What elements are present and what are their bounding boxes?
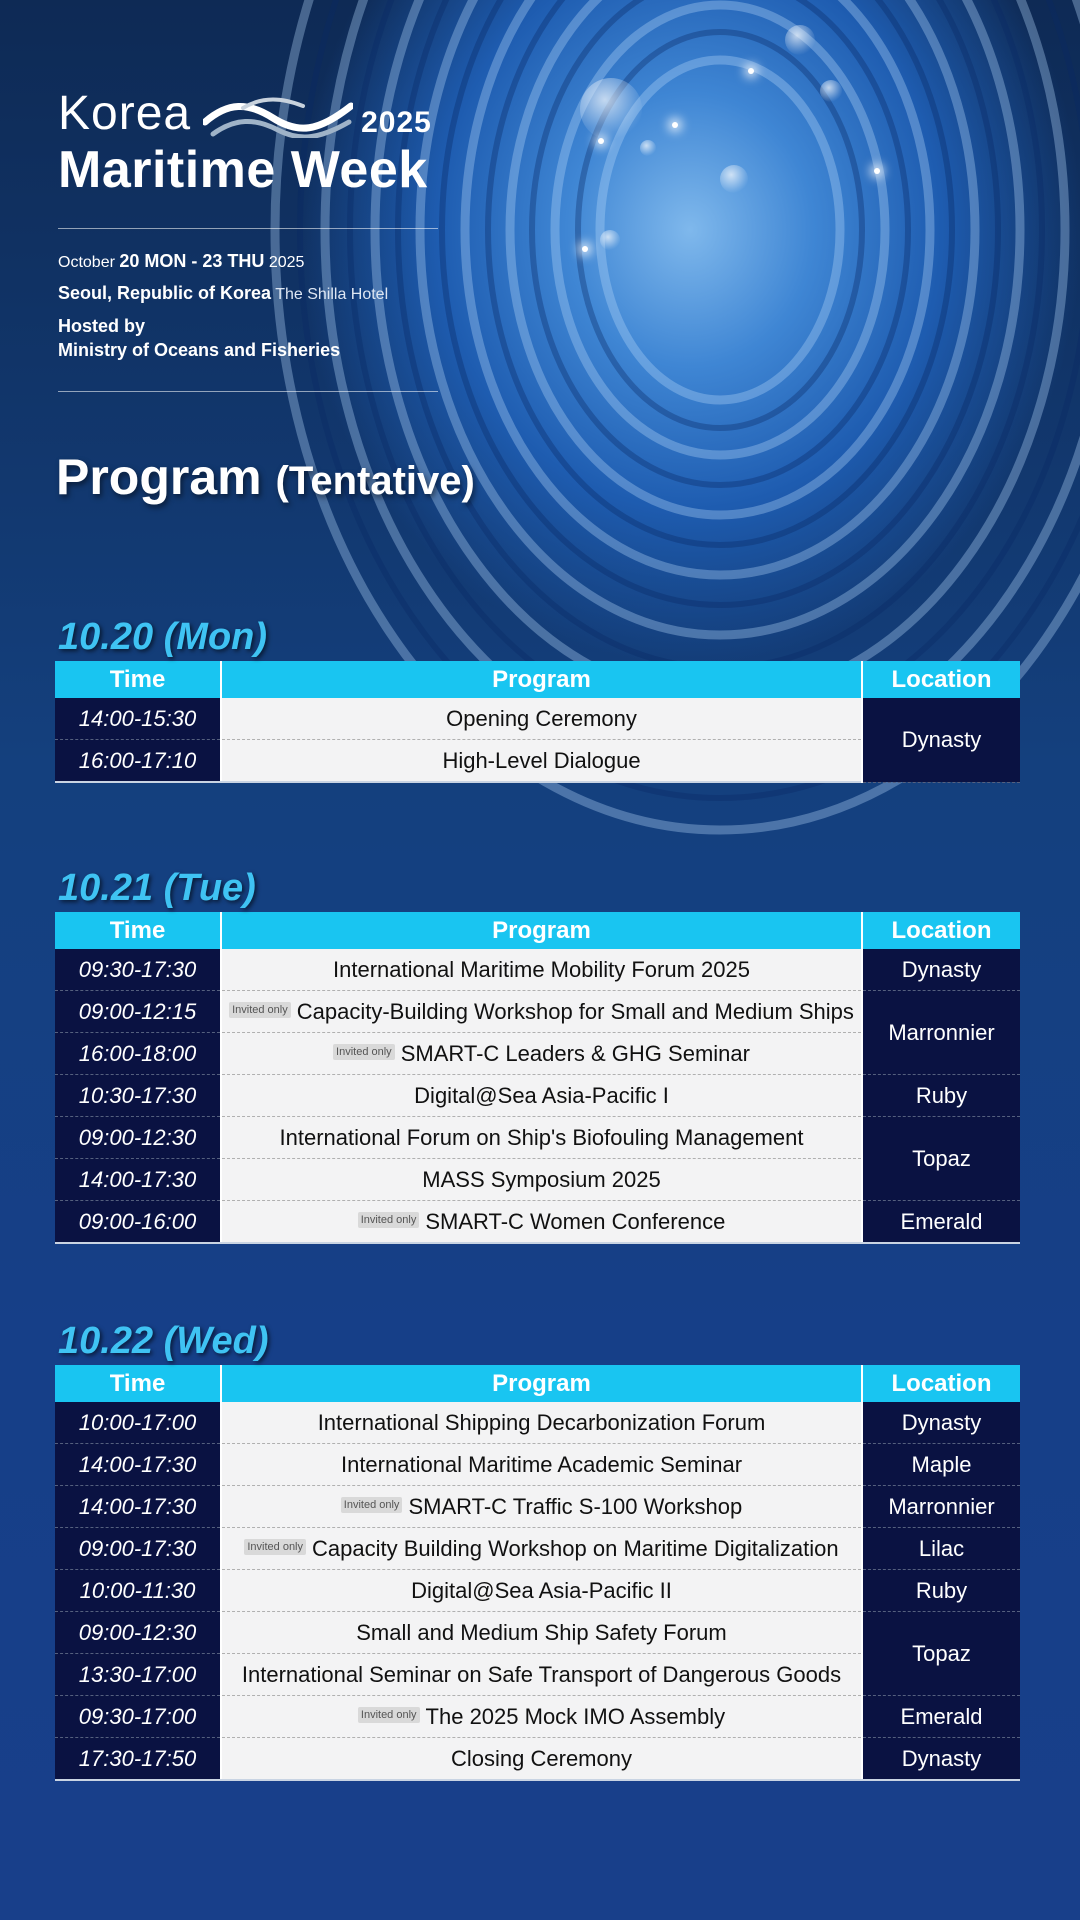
table-row	[55, 1075, 1020, 1117]
location-cell: Emerald	[862, 1201, 1020, 1244]
sparkle-decoration	[874, 168, 880, 174]
table-row	[55, 1612, 1020, 1654]
invited-only-badge: Invited only	[341, 1497, 403, 1513]
bubble-decoration	[640, 140, 656, 156]
program-cell: Closing Ceremony	[221, 1738, 862, 1781]
header-program: Program	[221, 912, 862, 949]
logo-title: Maritime Week	[58, 141, 428, 199]
header-divider	[58, 391, 438, 392]
location-cell: Maple	[862, 1444, 1020, 1486]
location-city: Seoul, Republic of Korea	[58, 282, 272, 303]
program-cell	[221, 1033, 862, 1075]
sparkle-decoration	[672, 122, 678, 128]
time-cell: 09:00-12:30	[55, 1117, 221, 1159]
header-time: Time	[55, 661, 221, 698]
table-row	[55, 1486, 1020, 1528]
program-cell: Digital@Sea Asia-Pacific I	[221, 1075, 862, 1117]
location-cell: Topaz	[862, 1612, 1020, 1696]
date-month: October	[58, 254, 115, 271]
program-cell: Small and Medium Ship Safety Forum	[221, 1612, 862, 1654]
time-cell: 13:30-17:00	[55, 1654, 221, 1696]
location-cell: Dynasty	[862, 949, 1020, 991]
header-program: Program	[221, 661, 862, 698]
program-text: Capacity-Building Workshop for Small and Medium Ships	[296, 998, 854, 1024]
program-title	[56, 448, 475, 506]
table-row	[55, 1444, 1020, 1486]
sparkle-decoration	[582, 246, 588, 252]
wave-logo-icon	[203, 92, 353, 138]
location-cell: Dynasty	[862, 698, 1020, 782]
location-cell: Ruby	[862, 1570, 1020, 1612]
header-program: Program	[221, 1365, 862, 1402]
header-divider	[58, 228, 438, 229]
time-cell: 09:00-16:00	[55, 1201, 221, 1244]
day-title: 10.21 (Tue)	[58, 867, 256, 909]
event-date	[58, 251, 438, 273]
location-cell: Marronnier	[862, 991, 1020, 1075]
time-cell: 09:00-17:30	[55, 1528, 221, 1570]
table-row	[55, 1117, 1020, 1159]
day-title: 10.20 (Mon)	[58, 616, 268, 658]
program-text: The 2025 Mock IMO Assembly	[425, 1703, 726, 1729]
time-cell: 14:00-15:30	[55, 698, 221, 740]
table-row	[55, 1201, 1020, 1244]
schedule-table	[55, 661, 1020, 783]
time-cell: 10:00-11:30	[55, 1570, 221, 1612]
time-cell: 14:00-17:30	[55, 1159, 221, 1201]
event-header	[58, 87, 438, 392]
program-cell: Opening Ceremony	[221, 698, 862, 740]
location-cell: Emerald	[862, 1696, 1020, 1738]
invited-only-badge: Invited only	[229, 1002, 291, 1018]
program-cell: International Maritime Mobility Forum 2025	[221, 949, 862, 991]
time-cell: 16:00-17:10	[55, 740, 221, 783]
bubble-decoration	[720, 165, 748, 193]
location-venue: The Shilla Hotel	[275, 285, 389, 303]
date-year: 2025	[268, 254, 305, 271]
header-location: Location	[862, 661, 1020, 698]
program-title-main: Program	[56, 449, 262, 505]
bubble-decoration	[820, 80, 842, 102]
schedule-table	[55, 912, 1020, 1244]
day-section-1022	[55, 1320, 1020, 1781]
program-cell: International Shipping Decarbonization Forum	[221, 1402, 862, 1444]
program-cell: MASS Symposium 2025	[221, 1159, 862, 1201]
program-text: SMART-C Traffic S-100 Workshop	[408, 1493, 743, 1519]
program-text: SMART-C Women Conference	[425, 1208, 726, 1234]
day-section-1020	[55, 616, 1020, 783]
logo-korea-text: Korea	[58, 87, 192, 140]
program-title-sub: (Tentative)	[275, 459, 475, 503]
table-row	[55, 1402, 1020, 1444]
header-location: Location	[862, 912, 1020, 949]
event-logo	[58, 87, 438, 140]
table-row	[55, 1528, 1020, 1570]
table-row	[55, 949, 1020, 991]
time-cell: 17:30-17:50	[55, 1738, 221, 1781]
invited-only-badge: Invited only	[333, 1044, 395, 1060]
event-location	[58, 283, 438, 305]
location-cell: Lilac	[862, 1528, 1020, 1570]
day-section-1021	[55, 867, 1020, 1244]
table-row	[55, 698, 1020, 740]
location-cell: Dynasty	[862, 1738, 1020, 1781]
table-row	[55, 1696, 1020, 1738]
program-text: Capacity Building Workshop on Maritime Digitalization	[312, 1535, 839, 1561]
program-cell: International Seminar on Safe Transport of Dangerous Goods	[221, 1654, 862, 1696]
header-location: Location	[862, 1365, 1020, 1402]
time-cell: 09:30-17:30	[55, 949, 221, 991]
time-cell: 09:00-12:30	[55, 1612, 221, 1654]
location-cell: Marronnier	[862, 1486, 1020, 1528]
time-cell: 14:00-17:30	[55, 1486, 221, 1528]
location-cell: Ruby	[862, 1075, 1020, 1117]
program-cell	[221, 1201, 862, 1244]
invited-only-badge: Invited only	[358, 1212, 420, 1228]
table-header-row	[55, 661, 1020, 698]
table-row	[55, 991, 1020, 1033]
header-time: Time	[55, 912, 221, 949]
invited-only-badge: Invited only	[358, 1707, 420, 1723]
table-header-row	[55, 1365, 1020, 1402]
location-cell: Topaz	[862, 1117, 1020, 1201]
program-cell: International Forum on Ship's Biofouling Management	[221, 1117, 862, 1159]
time-cell: 14:00-17:30	[55, 1444, 221, 1486]
table-header-row	[55, 912, 1020, 949]
host-name: Ministry of Oceans and Fisheries	[58, 339, 341, 360]
time-cell: 09:00-12:15	[55, 991, 221, 1033]
table-row	[55, 1570, 1020, 1612]
bubble-decoration	[600, 230, 620, 250]
day-title: 10.22 (Wed)	[58, 1320, 269, 1362]
bubble-decoration	[785, 25, 815, 55]
program-cell	[221, 1696, 862, 1738]
bubble-decoration	[580, 78, 642, 140]
schedule-table	[55, 1365, 1020, 1781]
program-cell: High-Level Dialogue	[221, 740, 862, 783]
sparkle-decoration	[598, 138, 604, 144]
invited-only-badge: Invited only	[244, 1539, 306, 1555]
date-range: 20 MON - 23 THU	[119, 251, 265, 271]
time-cell: 10:00-17:00	[55, 1402, 221, 1444]
header-time: Time	[55, 1365, 221, 1402]
sparkle-decoration	[748, 68, 754, 74]
logo-year: 2025	[361, 106, 432, 139]
program-cell	[221, 991, 862, 1033]
time-cell: 16:00-18:00	[55, 1033, 221, 1075]
hosted-label: Hosted by	[58, 316, 146, 337]
time-cell: 10:30-17:30	[55, 1075, 221, 1117]
time-cell: 09:30-17:00	[55, 1696, 221, 1738]
program-cell	[221, 1486, 862, 1528]
program-cell: International Maritime Academic Seminar	[221, 1444, 862, 1486]
program-cell: Digital@Sea Asia-Pacific II	[221, 1570, 862, 1612]
location-cell: Dynasty	[862, 1402, 1020, 1444]
program-cell	[221, 1528, 862, 1570]
program-text: SMART-C Leaders & GHG Seminar	[400, 1040, 750, 1066]
table-row	[55, 1738, 1020, 1781]
